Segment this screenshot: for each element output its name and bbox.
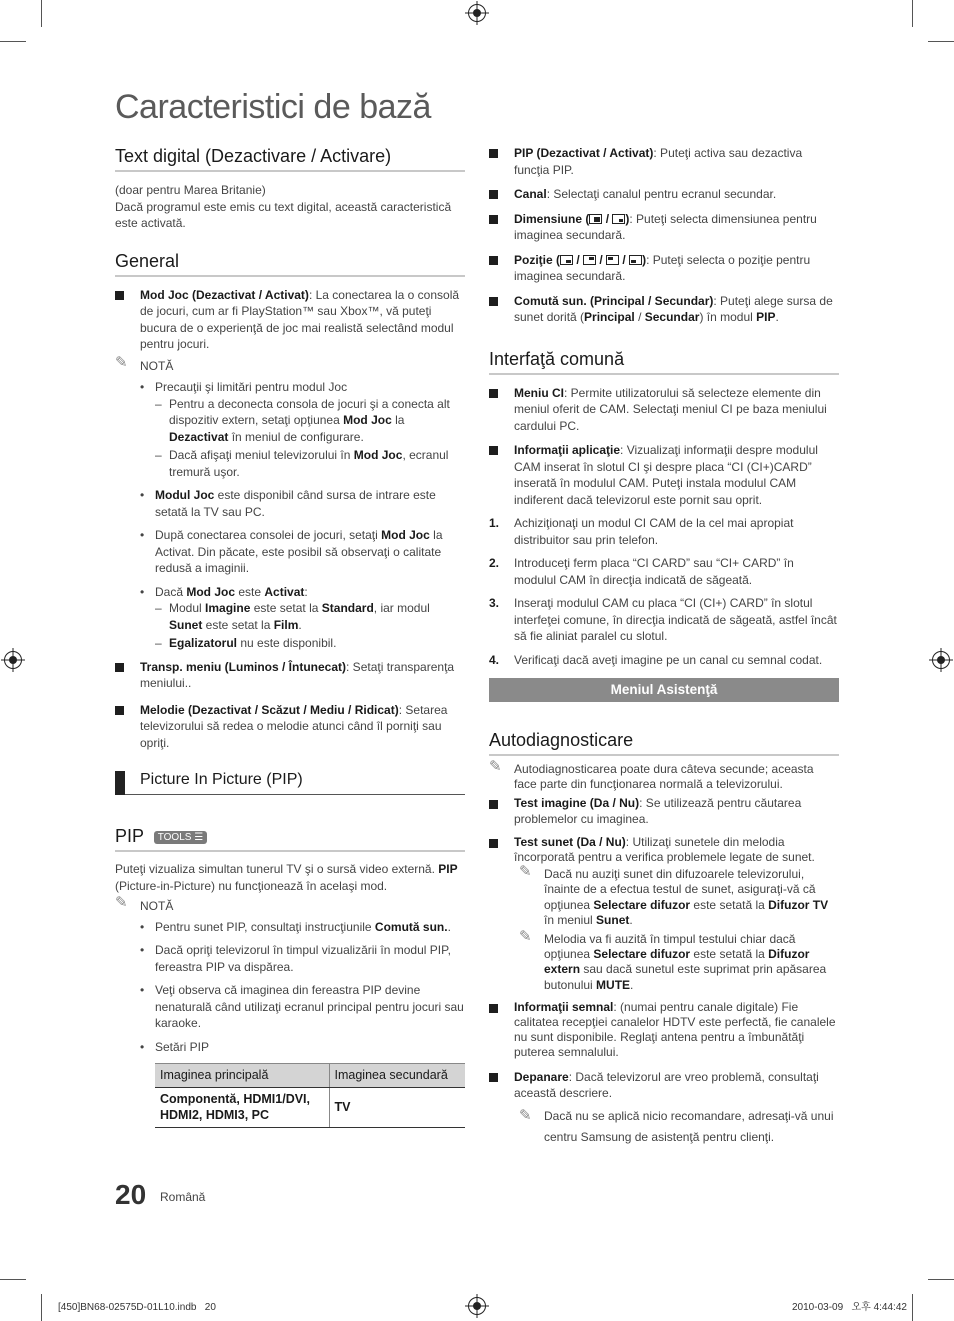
- right-column: [489, 145, 839, 1155]
- dash-icon: –: [155, 636, 162, 650]
- position-bottom-left-icon: [629, 255, 642, 265]
- page-title: Caracteristici de bază: [115, 88, 431, 126]
- list-item: Test imagine (Da / Nu): Se utilizează pentru căutarea problemelor cu imaginea.: [489, 796, 839, 826]
- note-label: NOTĂ: [140, 358, 174, 373]
- dash-icon: –: [155, 601, 162, 615]
- size-small-icon: [612, 214, 625, 224]
- square-bullet-icon: [489, 215, 498, 224]
- list-item: Meniu CI: Permite utilizatorului să selecteze elemente din meniul oferit de CAM. Selectaţi meniul CI pe baza meniului cardului PC.: [489, 385, 839, 435]
- square-bullet-icon: [115, 706, 124, 715]
- pip-body: [115, 861, 465, 1128]
- interfata-heading: Interfaţă comună: [489, 348, 839, 375]
- autodiagnosticare-heading: Autodiagnosticare: [489, 729, 839, 756]
- square-bullet-icon: [489, 389, 498, 398]
- crop-mark: [0, 41, 26, 42]
- pencil-note-icon: ✎: [115, 353, 128, 371]
- square-bullet-icon: [489, 839, 498, 848]
- tools-badge: TOOLS ☰: [154, 831, 207, 844]
- position-top-right-icon: [583, 255, 596, 265]
- list-item: • Modul Joc este disponibil când sursa de intrare este setată la TV sau PC.: [140, 488, 436, 519]
- bullet-dot-icon: •: [140, 983, 145, 997]
- square-bullet-icon: [115, 663, 124, 672]
- list-item: • Setări PIP: [140, 1039, 210, 1054]
- item-text: Precauţii şi limitări pentru modul Joc: [155, 380, 348, 394]
- language-label: Română: [160, 1190, 206, 1204]
- text-digital-heading: Text digital (Dezactivare / Activare): [115, 145, 465, 172]
- sub-item: – Pentru a deconecta consola de jocuri şi a conecta alt dispozitiv extern, setaţi opţiunea Mod Joc la Dezactivat în meniul de configurare.: [155, 396, 450, 444]
- list-item: PIP (Dezactivat / Activat): Puteţi activa sau dezactiva funcţia PIP.: [489, 145, 839, 178]
- position-bottom-right-icon: [560, 255, 573, 265]
- step-item: 1. Achiziţionaţi un modul CI CAM de la cel mai apropiat distribuitor sau prin telefon.: [489, 516, 794, 547]
- position-top-left-icon: [606, 255, 619, 265]
- pip-section-title: Picture In Picture (PIP): [140, 771, 303, 788]
- list-item: Poziţie ( / / / ): Puteţi selecta o poziţie pentru imaginea secundară.: [489, 252, 839, 285]
- pip-settings-table: [155, 1063, 465, 1128]
- note-block: ✎ Dacă nu se aplică nicio recomandare, adresaţi-vă unui centru Samsung de asistenţă pentru clienţi.: [519, 1106, 834, 1144]
- size-large-icon: [589, 214, 602, 224]
- list-item: Comută sun. (Principal / Secundar): Puteţi alege sursa de sunet dorită (Principal / Secundar) în modul PIP.: [489, 293, 839, 326]
- bullet-dot-icon: •: [140, 943, 145, 957]
- square-bullet-icon: [489, 256, 498, 265]
- pip-intro: Puteţi vizualiza simultan tunerul TV şi o sursă video externă. PIP (Picture-in-Picture) nu funcţionează în acelaşi mod.: [115, 862, 458, 893]
- list-item: • Pentru sunet PIP, consultaţi instrucţiunile Comută sun..: [140, 919, 451, 934]
- item-label: Mod Joc (Dezactivat / Activat): [140, 287, 309, 302]
- table-header: Imaginea principală: [155, 1064, 329, 1088]
- list-item: Depanare: Dacă televizorul are vreo problemă, consultaţi această descriere.: [489, 1069, 839, 1102]
- print-timestamp: 2010-03-09 오후 4:44:42: [792, 1302, 907, 1313]
- page-number: 20: [115, 1179, 147, 1210]
- sub-item: – Egalizatorul nu este disponibil.: [155, 636, 337, 650]
- table-cell: Componentă, HDMI1/DVI, HDMI2, HDMI3, PC: [160, 1091, 311, 1122]
- text-digital-desc: Dacă programul este emis cu text digital, această caracteristică este activată.: [115, 199, 452, 230]
- item-text: : La conectarea la o consolă de jocuri, cum ar fi PlayStation™ sau Xbox™, vă puteţi bucura de o experienţă de joc mai realistă selectând modul pentru jocuri.: [140, 287, 460, 351]
- list-item: [140, 379, 465, 480]
- bullet-dot-icon: •: [140, 584, 145, 599]
- bullet-dot-icon: •: [140, 1039, 145, 1054]
- dash-icon: –: [155, 448, 162, 462]
- registration-mark-icon: [4, 651, 22, 669]
- note-label: NOTĂ: [140, 899, 174, 913]
- pencil-note-icon: ✎: [115, 894, 128, 911]
- pip-title: PIP: [115, 826, 144, 846]
- list-item: Canal: Selectaţi canalul pentru ecranul secundar.: [489, 186, 839, 203]
- list-item: Informaţii aplicaţie: Vizualizaţi informaţii despre modulul CAM inserat în slotul CI şi despre placa “CI (CI+)CARD” inserată în modulul CAM. Puteţi instala modulul CAM indiferent dacă televizorul este pornit sau oprit.: [489, 442, 839, 508]
- square-bullet-icon: [115, 291, 124, 300]
- note-list: [115, 919, 465, 1056]
- note-block: ✎ Autodiagnosticarea poate dura câteva secunde; aceasta face parte din funcţionarea normală a televizorului.: [489, 758, 814, 792]
- pencil-note-icon: ✎: [519, 1106, 532, 1124]
- text-digital-body: [115, 182, 465, 232]
- square-bullet-icon: [489, 1073, 498, 1082]
- note-block: [115, 353, 465, 375]
- sub-item: – Dacă afişaţi meniul televizorului în Mod Joc, ecranul tremură uşor.: [155, 448, 449, 479]
- square-bullet-icon: [489, 297, 498, 306]
- crop-mark: [41, 0, 42, 27]
- table-header: Imaginea secundară: [329, 1064, 465, 1088]
- square-bullet-icon: [489, 446, 498, 455]
- section-marker-icon: [115, 771, 125, 795]
- bullet-dot-icon: •: [140, 528, 145, 542]
- crop-mark: [41, 1294, 42, 1321]
- table-cell: TV: [334, 1099, 351, 1114]
- interfata-body: [489, 385, 839, 669]
- left-column: [115, 145, 465, 1128]
- general-body: [115, 287, 465, 752]
- registration-mark-icon: [468, 4, 486, 22]
- pencil-note-icon: ✎: [489, 758, 502, 775]
- autodiag-body: [489, 758, 839, 1148]
- square-bullet-icon: [489, 149, 498, 158]
- list-item: Informaţii semnal: (numai pentru canale digitale) Fie calitatea recepţiei canalelor HDTV este perfectă, fie canalele nu sunt disponibile. Reglaţi antena pentru a îmbunătăţi puterea semnalului.: [489, 1000, 839, 1061]
- step-item: 4. Verificaţi dacă aveţi imagine pe un canal cu semnal codat.: [489, 652, 823, 667]
- registration-mark-icon: [468, 1297, 486, 1315]
- pip-heading: [115, 825, 465, 852]
- tools-icon: ☰: [194, 832, 204, 843]
- crop-mark: [928, 1279, 954, 1280]
- crop-mark: [0, 1279, 26, 1280]
- list-item: Dimensiune ( / ): Puteţi selecta dimensiunea pentru imaginea secundară.: [489, 211, 839, 244]
- bullet-dot-icon: •: [140, 919, 145, 934]
- list-item: Melodie (Dezactivat / Scăzut / Mediu / Ridicat): Setarea televizorului să redea o melodie atunci când îl porniţi sau opriţi.: [115, 702, 465, 752]
- list-item: • Dacă opriţi televizorul în timpul vizualizării în modul PIP, fereastra PIP va dispărea.: [140, 943, 451, 974]
- table-row: [155, 1087, 465, 1127]
- list-item: • După conectarea consolei de jocuri, setaţi Mod Joc la Activat. Din păcate, este posibil să observaţi o calitate redusă a imaginii.: [140, 528, 443, 575]
- dash-icon: –: [155, 396, 162, 411]
- sub-item: – Modul Imagine este setat la Standard, iar modul Sunet este setat la Film.: [155, 601, 430, 632]
- crop-mark: [928, 41, 954, 42]
- pencil-note-icon: ✎: [519, 863, 532, 881]
- square-bullet-icon: [489, 800, 498, 809]
- crop-mark: [912, 1294, 913, 1321]
- step-item: 3. Inseraţi modulul CAM cu placa “CI (CI+) CARD” în slotul interfeţei comune, în direcţia indicată de săgeată, astfel încât să fie aliniat paralel cu slotul.: [489, 596, 837, 643]
- text-digital-note: (doar pentru Marea Britanie): [115, 183, 266, 197]
- table-header-row: [155, 1064, 465, 1088]
- bullet-dot-icon: •: [140, 380, 145, 394]
- list-item: Transp. meniu (Luminos / Întunecat): Setaţi transparenţa meniului..: [115, 659, 465, 692]
- list-item: [115, 287, 465, 353]
- list-item: Test sunet (Da / Nu): Utilizaţi sunetele din melodia încorporată pentru a verifica problemele legate de sunet.: [489, 835, 839, 865]
- list-item: • Dacă Mod Joc este Activat: – Modul Imagine este setat la Standard, iar modul Sunet este setat la Film. – Egalizatorul nu este disponibil.: [140, 584, 465, 652]
- note-block: ✎ Melodia va fi auzită în timpul testului chiar dacă opţiunea Selectare difuzor este setată la Difuzor extern sau dacă sunetul este suprimat prin apăsarea butonului MUTE.: [519, 928, 827, 992]
- square-bullet-icon: [489, 1004, 498, 1013]
- meniu-asistenta-banner: Meniul Asistenţă: [489, 678, 839, 702]
- file-info: [450]BN68-02575D-01L10.indb 20: [58, 1302, 216, 1313]
- step-item: 2. Introduceţi ferm placa “CI CARD” sau “CI+ CARD” în modulul CAM în direcţia indicată de săgeată.: [489, 556, 794, 587]
- bullet-dot-icon: •: [140, 488, 145, 502]
- list-item: • Veţi observa că imaginea din fereastra PIP devine nenaturală când utilizaţi ecranul principal pentru jocuri sau karaoke.: [140, 983, 464, 1030]
- pencil-note-icon: ✎: [519, 928, 532, 946]
- note-block: ✎ Dacă nu auziţi sunet din difuzoarele televizorului, înainte de a efectua testul de sunet, asiguraţi-vă că opţiunea Selectare difuzor este setată la Difuzor TV în meniul Sunet.: [519, 863, 829, 927]
- note-list: [115, 379, 465, 652]
- registration-mark-icon: [932, 651, 950, 669]
- square-bullet-icon: [489, 190, 498, 199]
- crop-mark: [912, 0, 913, 27]
- note-block: [115, 894, 465, 915]
- pip-section-header: [115, 771, 465, 795]
- general-heading: General: [115, 250, 465, 277]
